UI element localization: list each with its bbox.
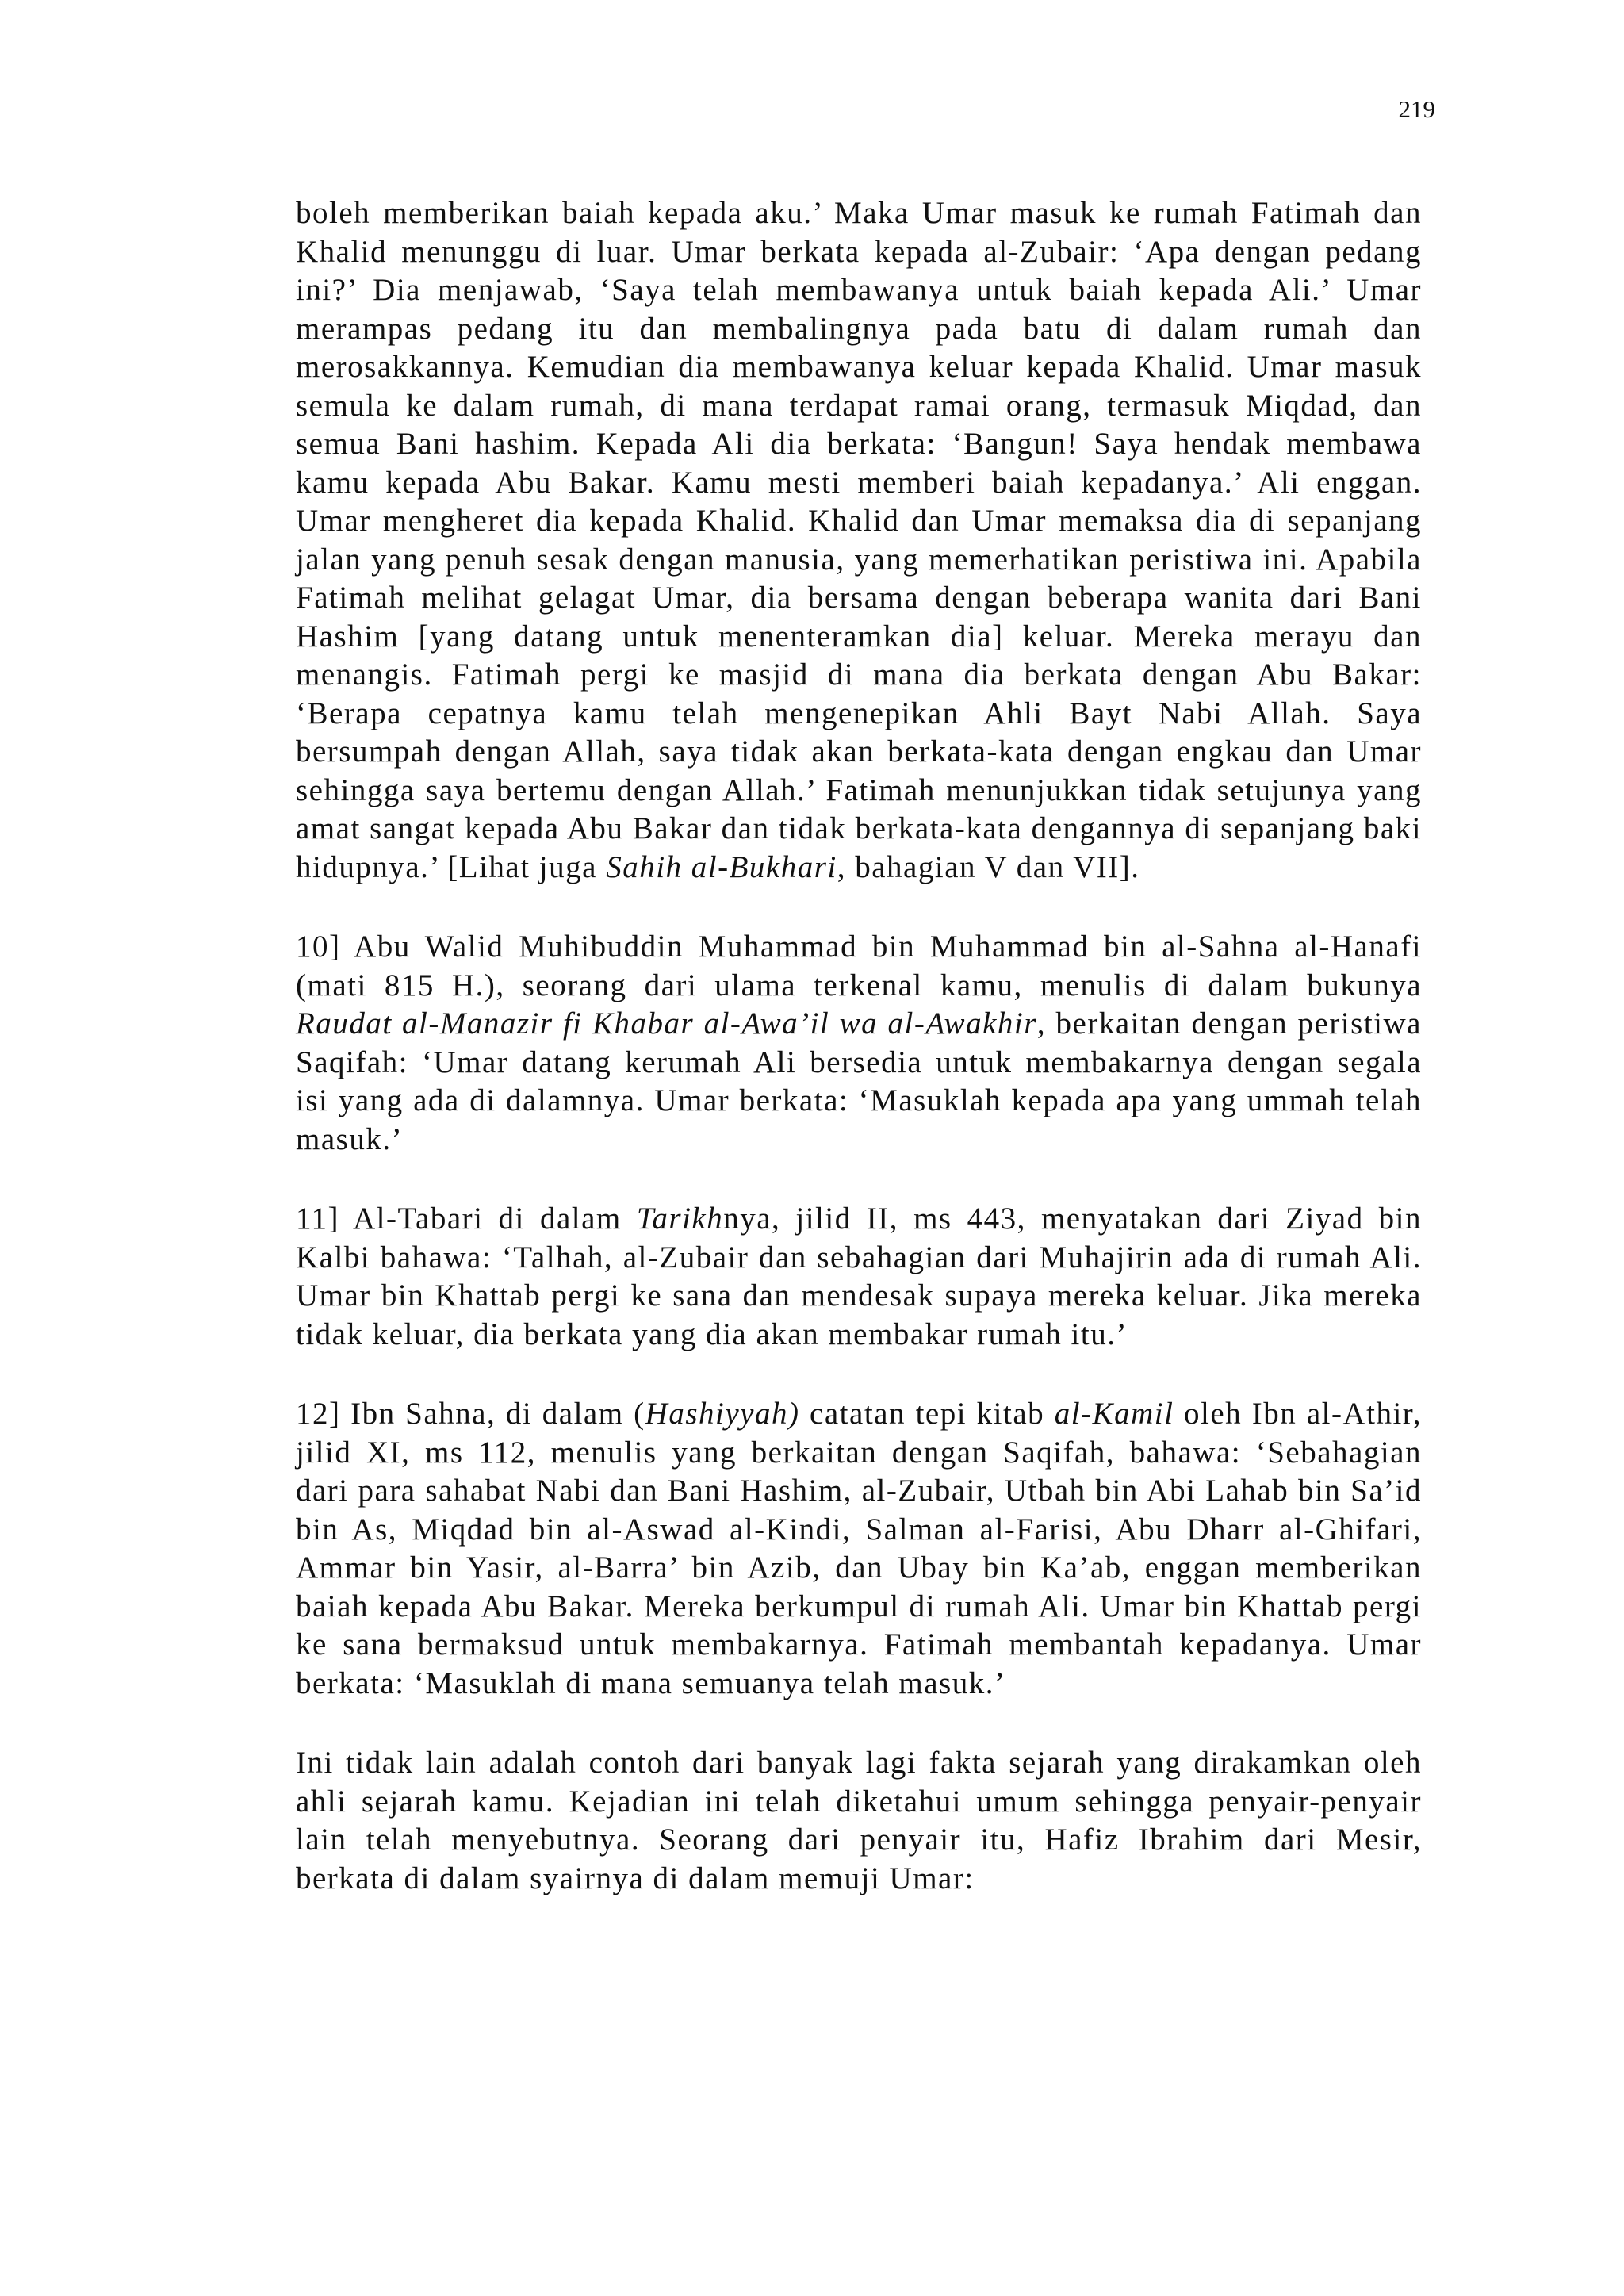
text-span: , berkaitan dengan peristiwa Saqifah: ‘Umar datang kerumah Ali bersedia untuk membakarnya dengan segala isi yang ada di dalamnya. Umar berkata: ‘Masuklah kepada apa yang ummah telah masuk.’ [296,1006,1422,1156]
paragraph-note-12 [296,1395,1422,1703]
text-span: nya, jilid II, ms 443, menyatakan dari Ziyad bin Kalbi bahawa: ‘Talhah, al-Zubair dan sebahagian dari Muhajirin ada di rumah Ali. Umar bin Khattab pergi ke sana dan mendesak supaya mereka keluar. Jika mereka tidak keluar, dia berkata yang dia akan membakar rumah itu.’ [296,1202,1422,1351]
page-number: 219 [1398,95,1435,123]
italic-title: Hashiyyah) [645,1397,800,1431]
text-span: Ini tidak lain adalah contoh dari banyak lagi fakta sejarah yang dirakamkan oleh ahli sejarah kamu. Kejadian ini telah diketahui umum sehingga penyair-penyair lain telah menyebutnya. Seorang dari penyair itu, Hafiz Ibrahim dari Mesir, berkata di dalam syairnya di dalam memuji Umar: [296,1746,1422,1895]
text-span: boleh memberikan baiah kepada aku.’ Maka Umar masuk ke rumah Fatimah dan Khalid menunggu di luar. Umar berkata kepada al-Zubair: ‘Apa dengan pedang ini?’ Dia menjawab, ‘Saya telah membawanya untuk baiah kepada Ali.’ Umar merampas pedang itu dan membalingnya pada batu di dalam rumah dan merosakkannya. Kemudian dia membawanya keluar kepada Khalid. Umar masuk semula ke dalam rumah, di mana terdapat ramai orang, termasuk Miqdad, dan semua Bani hashim. Kepada Ali dia berkata: ‘Bangun! Saya hendak membawa kamu kepada Abu Bakar. Kamu mesti memberi baiah kepadanya.’ Ali enggan. Umar mengheret dia kepada Khalid. Khalid dan Umar memaksa dia di sepanjang jalan yang penuh sesak dengan manusia, yang memerhatikan peristiwa ini. Apabila Fatimah melihat gelagat Umar, dia bersama dengan beberapa wanita dari Bani Hashim [yang datang untuk menenteramkan dia] keluar. Mereka merayu dan menangis. Fatimah pergi ke masjid di mana dia berkata dengan Abu Bakar: ‘Berapa cepatnya kamu telah mengenepikan Ahli Bayt Nabi Allah. Saya bersumpah dengan Allah, saya tidak akan berkata-kata dengan engkau dan Umar sehingga saya bertemu dengan Allah.’ Fatimah menunjukkan tidak setujunya yang amat sangat kepada Abu Bakar dan tidak berkata-kata dengannya di sepanjang baki hidupnya.’ [Lihat juga [296,196,1422,884]
paragraph-closing [296,1744,1422,1898]
text-span: 11] Al-Tabari di dalam [296,1202,637,1236]
italic-title: Sahih al-Bukhari [606,849,837,884]
paragraph-note-11 [296,1200,1422,1354]
italic-title: Raudat al-Manazir fi Khabar al-Awa’il wa al-Awakhir [296,1006,1037,1041]
text-span: , bahagian V dan VII]. [837,849,1140,884]
text-span: 12] Ibn Sahna, di dalam ( [296,1397,645,1431]
text-span: 10] Abu Walid Muhibuddin Muhammad bin Muhammad bin al-Sahna al-Hanafi (mati 815 H.), seorang dari ulama terkenal kamu, menulis di dalam bukunya [296,930,1422,1002]
paragraph-note-10 [296,928,1422,1159]
italic-title: al-Kamil [1054,1397,1174,1431]
document-body [296,194,1422,1898]
paragraph-continuation [296,194,1422,887]
italic-title: Tarikh [636,1202,724,1236]
text-span: oleh Ibn al-Athir, jilid XI, ms 112, menulis yang berkaitan dengan Saqifah, bahawa: ‘Sebahagian dari para sahabat Nabi dan Bani Hashim, al-Zubair, Utbah bin Abi Lahab bin Sa’id bin As, Miqdad bin al-Aswad al-Kindi, Salman al-Farisi, Abu Dharr al-Ghifari, Ammar bin Yasir, al-Barra’ bin Azib, dan Ubay bin Ka’ab, enggan memberikan baiah kepada Abu Bakar. Mereka berkumpul di rumah Ali. Umar bin Khattab pergi ke sana bermaksud untuk membakarnya. Fatimah membantah kepadanya. Umar berkata: ‘Masuklah di mana semuanya telah masuk.’ [296,1397,1422,1700]
text-span: catatan tepi kitab [799,1397,1055,1431]
